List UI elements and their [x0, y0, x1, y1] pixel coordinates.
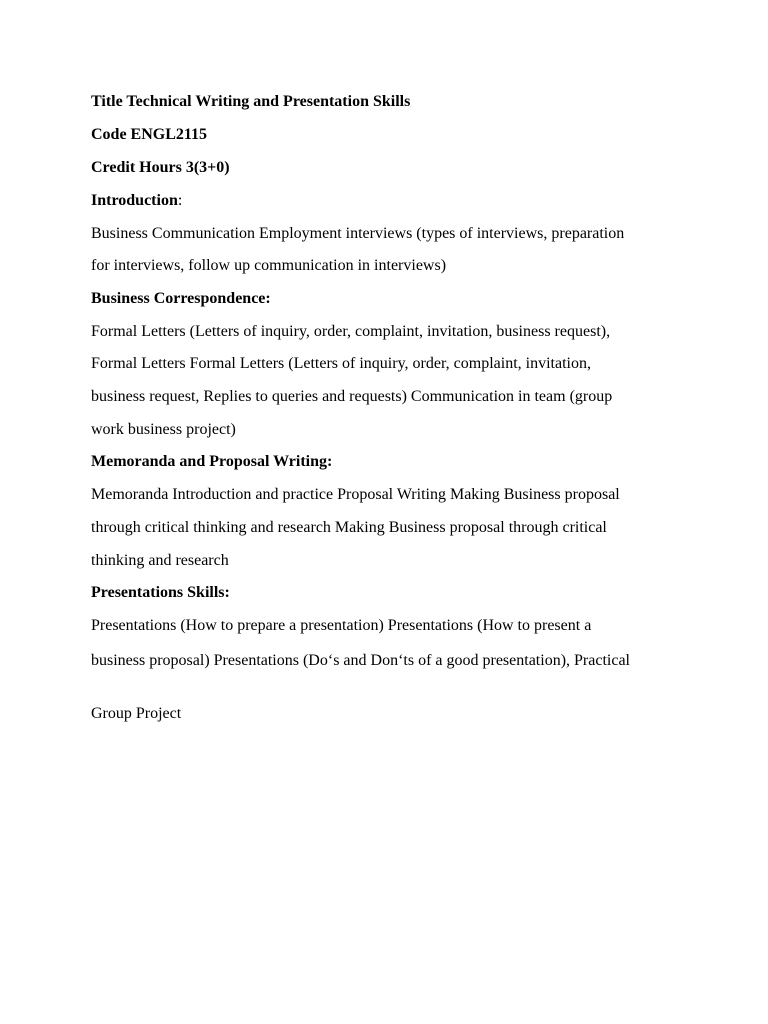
introduction-heading-colon: : — [177, 192, 183, 209]
title-line: Title Technical Writing and Presentation Skills — [91, 93, 411, 110]
correspondence-line-3: business request, Replies to queries and requests) Communication in team (group — [91, 388, 613, 405]
correspondence-line-1: Formal Letters (Letters of inquiry, order, complaint, invitation, business request), — [91, 323, 611, 340]
presentations-line-3: Group Project — [91, 705, 182, 722]
introduction-heading — [91, 192, 182, 210]
introduction-line-2: for interviews, follow up communication in interviews) — [91, 257, 447, 274]
correspondence-heading: Business Correspondence: — [91, 290, 271, 307]
introduction-line-1: Business Communication Employment interviews (types of interviews, preparation — [91, 225, 625, 242]
memoranda-heading: Memoranda and Proposal Writing: — [91, 453, 333, 470]
code-line: Code ENGL2115 — [91, 126, 208, 143]
memoranda-line-2: through critical thinking and research Making Business proposal through critical — [91, 519, 607, 536]
presentations-heading: Presentations Skills: — [91, 584, 230, 601]
memoranda-line-1: Memoranda Introduction and practice Proposal Writing Making Business proposal — [91, 486, 620, 503]
correspondence-line-4: work business project) — [91, 421, 236, 438]
correspondence-line-2: Formal Letters Formal Letters (Letters of inquiry, order, complaint, invitation, — [91, 355, 591, 372]
introduction-heading-text: Introduction — [91, 192, 178, 209]
memoranda-line-3: thinking and research — [91, 552, 229, 569]
presentations-line-2: business proposal) Presentations (Do‘s and Don‘ts of a good presentation), Practical — [91, 652, 630, 669]
credit-hours-line: Credit Hours 3(3+0) — [91, 159, 230, 176]
presentations-line-1: Presentations (How to prepare a presentation) Presentations (How to present a — [91, 617, 592, 634]
